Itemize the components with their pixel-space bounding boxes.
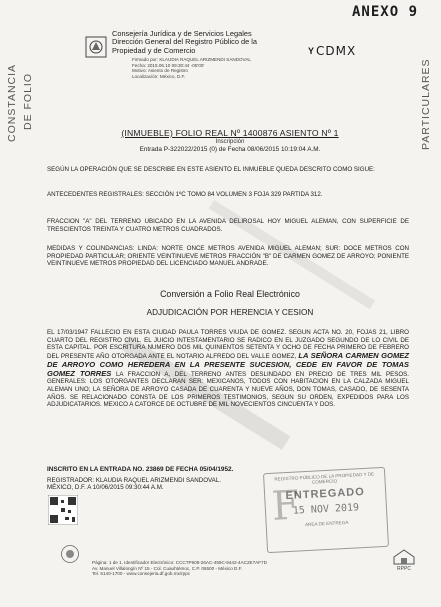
rppc-text: RPPC (397, 566, 411, 572)
header-line-1: Consejería Jurídica y de Servicios Legales (112, 29, 252, 38)
signature-block (132, 57, 322, 79)
inscribed-line: INSCRITO EN LA ENTRADA NO. 23869 DE FECHA 05/04/1952. (47, 466, 234, 473)
signature-reason: Motivo: Asiento de Registro (132, 68, 188, 74)
section-conversion: Conversión a Folio Real Electrónico (160, 289, 300, 299)
registrar-line: REGISTRADOR: KLAUDIA RAQUEL ARIZMENDI SANDOVAL. (47, 477, 221, 484)
address-line: Av. Manuel Villalongín Nº 15 - Col. Cuauhtémoc, C.P. 06500 - México D.F. (92, 565, 243, 571)
folio-entry: Entrada P-322022/2015 (0) de Fecha 08/06/2015 10:19:04 A.M. (139, 146, 321, 153)
narrative-part-1: EL 17/03/1947 FALLECIO EN ESTA CIUDAD PAULA TORRES VIUDA DE GOMEZ. SEGUN ACTA NO. 20, FOJAS 21, LIBRO CUARTO DEL REGISTRO CIVIL. EL JUICIO INTESTAMENTARIO SE RADICO EN EL JUZGADO SEGUNDO DE LO CIVIL DE ESTA CAPITAL. POR ESCRITURA NUMERO DOS MIL QUINIENTOS SETENTA Y OCHO DE FECHA PRIMERO DE FEBRERO DEL PRESENTE AÑO OTORGADA ANTE EL NOTARIO ALFREDO DEL VALLE GOMEZ, (47, 329, 409, 361)
signature-date: Fecha: 2015.06.10 09:30:44 -05'00' (132, 62, 205, 68)
delivery-stamp (263, 467, 389, 553)
cdmx-logo (308, 44, 356, 58)
stamp-letter: F (270, 482, 301, 530)
annex-label: ANEXO 9 (352, 4, 419, 20)
government-seal-icon (85, 36, 107, 58)
phone-line: Tel. 5140-1700 - www.consejeria.df.gob.mx/rppc (92, 571, 191, 577)
place-date-line: MÉXICO, D.F. A 10/06/2015 09:30:44 A.M. (47, 484, 164, 491)
header-line-3: Propiedad y de Comercio (112, 45, 196, 55)
stamp-bottom: AREA DE ENTREGA (304, 519, 349, 528)
signature-location: Localización: México, D.F. (132, 73, 186, 79)
cdmx-logo-text: CDMX (316, 44, 357, 58)
stamp-entregado: ENTREGADO (285, 485, 366, 503)
footer-seal-icon (60, 544, 80, 564)
side-label-constancia: CONSTANCIA (6, 63, 18, 142)
rppc-house-icon (392, 548, 416, 566)
watermark-stripe (121, 200, 375, 450)
stamp-date: 15 NOV 2019 (292, 502, 360, 517)
page-identifier: Página: 1 de 1. Identificador Electrónico: CCCTP608-26AC-459C-9442-4AC2E7AF7D (92, 560, 267, 565)
folio-subtitle: Inscripción (215, 139, 245, 145)
folio-title: (INMUEBLE) FOLIO REAL Nº 1400876 ASIENTO Nº 1 (121, 128, 339, 138)
side-label-de-folio: DE FOLIO (22, 72, 34, 130)
narrative-highlight: LA SEÑORA CARMEN GOMEZ DE ARROYO COMO HEREDERA EN LA PRESENTE SUCESION, CEDE EN FAVOR DE TOMAS GOMEZ TORRES (47, 351, 409, 378)
signer: Firmado por: KLAUDIA RAQUEL ARIZMENDI SANDOVAL (132, 57, 251, 62)
narrative-text (47, 329, 409, 409)
paragraph-antecedents: ANTECEDENTES REGISTRALES: SECCIÓN 1ºC TOMO 84 VOLUMEN 3 FOJA 329 PARTIDA 312. (47, 191, 323, 198)
section-adjudication: ADJUDICACIÓN POR HERENCIA Y CESION (146, 308, 314, 317)
footer-block (47, 466, 287, 491)
narrative-part-3: LA FRACCION A, DEL TERRENO ANTES DESLINDADO EN PRECIO DE TRES MIL PESOS. GENERALES: LOS OTORGANTES DECLARAN SER: MEXICANOS, TODOS CON HABITACION EN LA CALZADA MIGUEL ALEMAN UNO; LA SEÑORA DE ARROYO CASADA DE CUARENTA Y NUEVE AÑOS, DON TOMAS, CASADO, DE SESENTA AÑOS. SE RELACIONADO CONSTA DE LOS PRIMEROS TESTIMONIOS, SEGUN SU ORDEN, EXPEDIDOS PARA LOS ADJUDICATARIOS. MEXICO A CATORCE DE OCTUBRE DE MIL NOVECIENTOS CINCUENTA Y DOS. (47, 370, 409, 409)
rppc-logo (392, 548, 416, 572)
paragraph-fraction: FRACCION "A" DEL TERRENO UBICADO EN LA AVENIDA DELIROSAL HOY MIGUEL ALEMAN, CON SUPERFICIE DE TRESCIENTOS TREINTA Y CUATRO METROS CUADRADOS. (47, 218, 409, 233)
stamp-header: REGISTRO PÚBLICO DE LA PROPIEDAD Y DE COMERCIO (274, 471, 375, 485)
header-block (112, 29, 315, 56)
header-line-2: Dirección General del Registro Público de la (112, 37, 258, 47)
page-footer (92, 560, 352, 577)
side-label-particulares: PARTICULARES (420, 58, 432, 150)
paragraph-description: SEGÚN LA OPERACIÓN QUE SE DESCRIBE EN ESTE ASIENTO EL INMUEBLE QUEDA DESCRITO COMO SIGUE: (47, 166, 375, 173)
folio-block (80, 128, 380, 153)
qr-code-icon (48, 495, 78, 525)
paragraph-boundaries: MEDIDAS Y COLINDANCIAS: LINDA: NORTE ONCE METROS AVENIDA MIGUEL ALEMAN; SUR: DOCE METROS CON PROPIEDAD PARTICULAR; ORIENTE VEINTINUEVE METROS FRACCIÓN "B" DE CARMEN GOMEZ DE ARROYO; PONIENTE VEINTINUEVE METROS PROPIEDAD DEL LICENCIADO MANUEL ANDRADE. (47, 245, 409, 268)
cdmx-mark-icon: Y (308, 46, 315, 56)
